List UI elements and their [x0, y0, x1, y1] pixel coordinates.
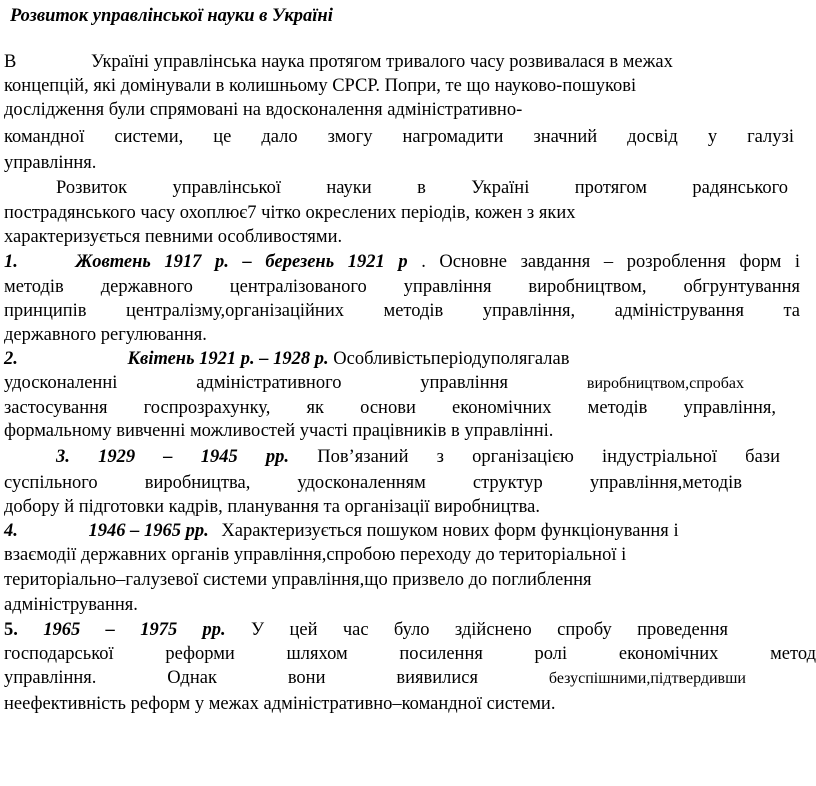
emphasis-text: 4.: [4, 521, 18, 541]
paragraph-line: [4, 520, 679, 542]
paragraph-line: [4, 420, 553, 442]
line-text: Особливістьперіодуполягалав: [333, 349, 570, 369]
line-text: принципів централізму,організаційних методів управління, адміністрування та: [4, 301, 800, 321]
emphasis-text: Квітень 1921 р. – 1928 р.: [127, 349, 329, 369]
emphasis-text: Жовтень 1917 р. – березень 1921 р: [75, 252, 408, 272]
paragraph-line: [56, 177, 788, 199]
line-text: управління. Однак вони виявилися: [4, 668, 479, 688]
line-text: добору й підготовки кадрів, планування та організації виробництва.: [4, 497, 540, 517]
line-text: управління.: [4, 153, 97, 173]
line-text: . Основне завдання – розроблення форм і: [421, 252, 801, 272]
paragraph-line: [4, 569, 592, 591]
line-text: неефективність реформ у межах адміністративно–командної системи.: [4, 694, 556, 714]
line-text: дослідження були спрямовані на вдосконалення адміністративно-: [4, 100, 523, 120]
line-text: Пов’язаний з організацією індустріальної бази: [317, 447, 781, 467]
paragraph-line: [4, 472, 742, 494]
paragraph-line: [56, 446, 780, 468]
line-text: Україні управлінська наука протягом тривалого часу розвивалася в межах: [90, 52, 673, 72]
line-text: державного регулювання.: [4, 325, 207, 345]
line-text: господарської реформи шляхом посилення ролі економічних метод: [4, 644, 816, 664]
paragraph-line: [4, 99, 522, 121]
line-text: адміністрування.: [4, 595, 138, 615]
paragraph-line: [4, 372, 744, 395]
emphasis-text: безуспішними,підтвердивши: [548, 670, 746, 687]
line-text: характеризується певними особливостями.: [4, 227, 343, 247]
paragraph-line: [4, 276, 800, 298]
line-text: В: [4, 52, 17, 72]
paragraph-line: [4, 348, 569, 370]
line-text: концепцій, які домінували в колишньому СРСР. Попри, те що науково-пошукові: [4, 76, 637, 96]
paragraph-line: [4, 152, 96, 174]
line-text: застосування госпрозрахунку, як основи економічних методів управління,: [4, 398, 776, 418]
emphasis-text: 2.: [4, 349, 18, 369]
line-text: формальному вивченні можливостей участі працівників в управлінні.: [4, 421, 554, 441]
paragraph-line: [4, 75, 636, 97]
paragraph-line: [4, 619, 728, 641]
line-text: методів державного централізованого управління виробництвом, обгрунтування: [4, 277, 800, 297]
emphasis-text: 5.: [4, 620, 18, 640]
line-text: територіально–галузевої системи управління,що призвело до поглиблення: [4, 570, 592, 590]
line-text: Розвиток управлінської науки в Україні протягом радянського: [56, 178, 788, 198]
paragraph-line: [4, 226, 342, 248]
line-text: суспільного виробництва, удосконаленням структур управління,методів: [4, 473, 742, 493]
paragraph-line: [4, 667, 746, 690]
line-text: взаємодії державних органів управління,спробою переходу до територіальної і: [4, 545, 627, 565]
paragraph-line: [4, 51, 673, 73]
paragraph-line: [4, 693, 555, 715]
emphasis-text: 1.: [4, 252, 18, 272]
line-text: пострадянського часу охоплює7 чітко окреслених періодів, кожен з яких: [4, 203, 576, 223]
paragraph-line: [4, 544, 626, 566]
emphasis-text: 3. 1929 – 1945 рр.: [56, 447, 290, 467]
emphasis-text: виробництвом,спробах: [586, 375, 744, 392]
line-text: У цей час було здійснено спробу проведення: [251, 620, 729, 640]
page-title: Розвиток управлінської науки в Україні: [10, 6, 333, 26]
paragraph-line: [4, 594, 138, 616]
line-text: удосконаленні адміністративного управління: [4, 373, 509, 393]
emphasis-text: 1946 – 1965 рр.: [88, 521, 209, 541]
paragraph-line: [4, 202, 575, 224]
line-text: Характеризується пошуком нових форм функціонування і: [221, 521, 679, 541]
paragraph-line: [4, 496, 540, 518]
paragraph-line: [4, 397, 776, 419]
paragraph-line: [4, 126, 794, 148]
paragraph-line: [4, 324, 207, 346]
paragraph-line: [4, 300, 800, 322]
emphasis-text: 1965 – 1975 рр.: [43, 620, 226, 640]
line-text: командної системи, це дало змогу нагромадити значний досвід у галузі: [4, 127, 794, 147]
paragraph-line: [4, 251, 800, 273]
paragraph-line: [4, 643, 816, 665]
